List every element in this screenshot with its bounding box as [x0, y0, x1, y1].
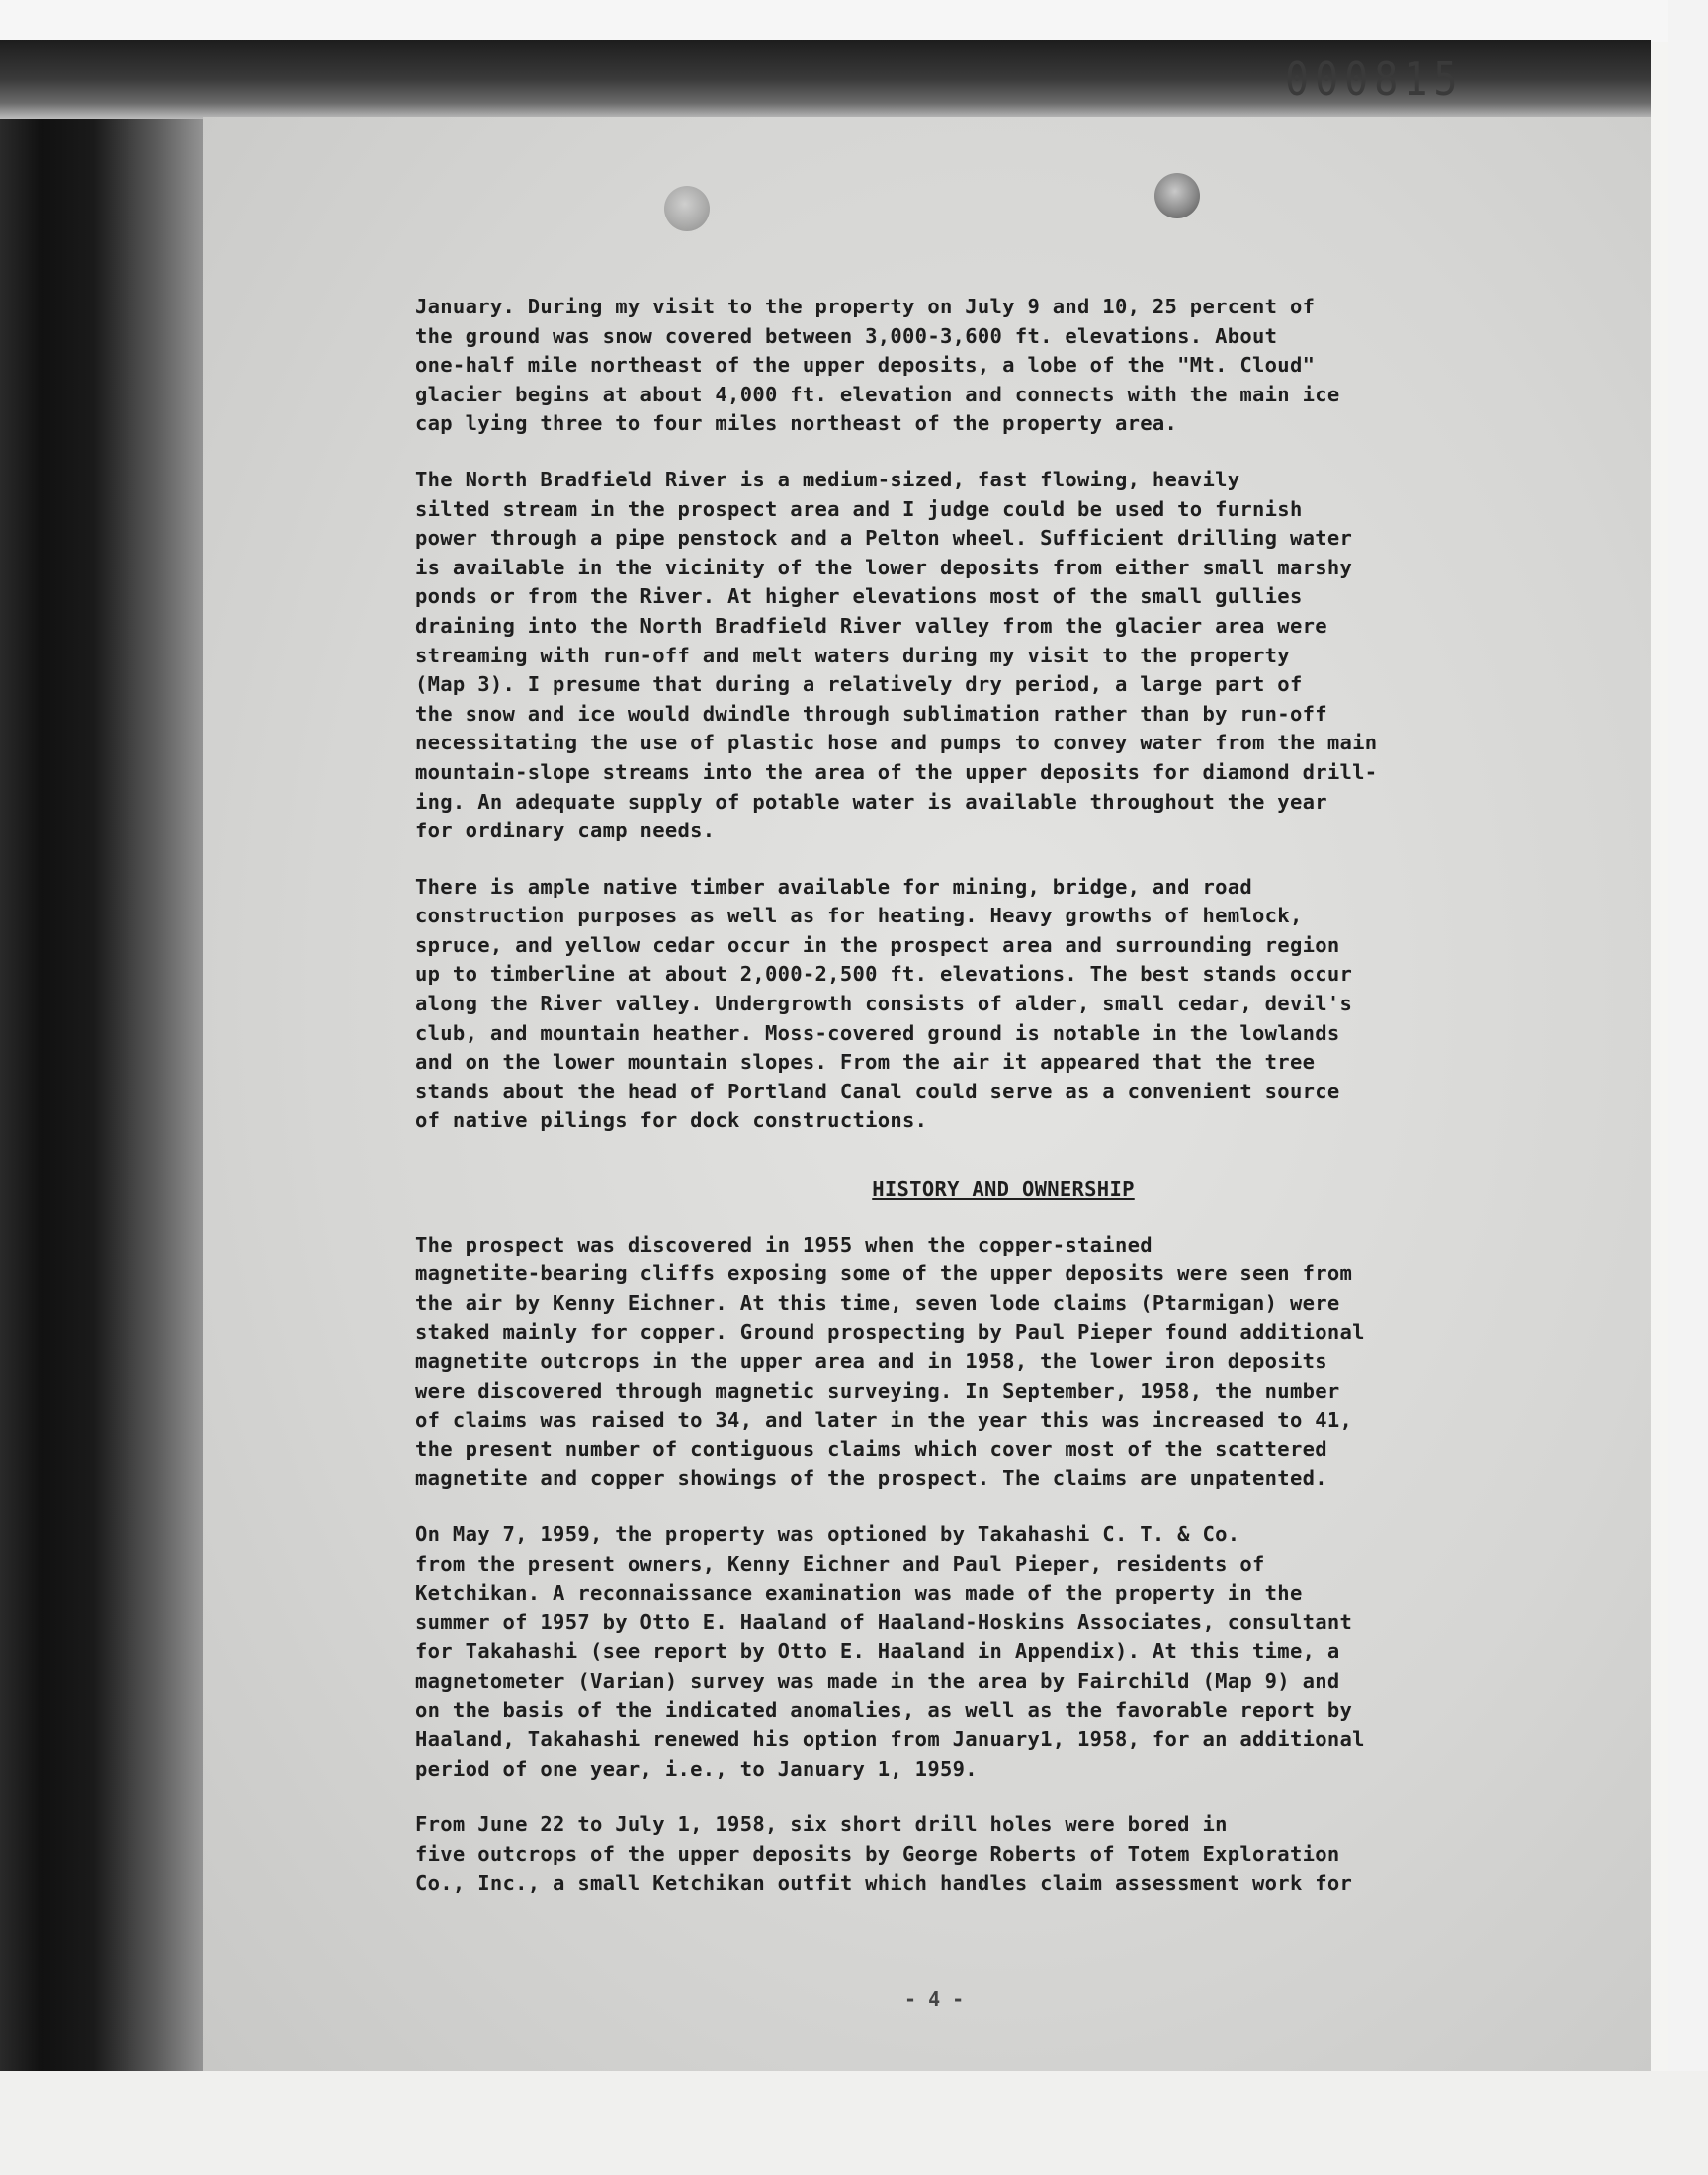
paragraph-water-supply: The North Bradfield River is a medium-sized, fast flowing, heavily silted stream in the prospect area and I judge could be used to furnish power through a pipe penstock and a Pelton wheel. Sufficient drilling water is available in the vicinity of the lower deposits from either small marshy ponds or from the River. At higher elevations most of the small gullies draining into the North Bradfield River valley from the glacier area were streaming with run-off and melt waters during my visit to the property (Map 3). I presume that during a relatively dry period, a large part of the snow and ice would dwindle through sublimation rather than by run-off necessitating the use of plastic hose and pumps to convey water from the main mountain-slope streams into the area of the upper deposits for diamond drill- ing. An adequate supply of potable water is available throughout the year for ordinary camp needs.: [415, 467, 1378, 843]
paragraph-timber: There is ample native timber available for mining, bridge, and road construction purposes as well as for heating. Heavy growths of hemlock, spruce, and yellow cedar occur in the prospect area and surrounding region up to timberline at about 2,000-2,500 ft. elevations. The best stands occur along the River valley. Undergrowth consists of alder, small cedar, devil's club, and mountain heather. Moss-covered ground is notable in the lowlands and on the lower mountain slopes. From the air it appeared that the tree stands about the head of Portland Canal could serve as a convenient source of native pilings for dock constructions.: [415, 874, 1353, 1133]
scan-left-shadow: [0, 40, 208, 2071]
punch-hole-right: [1154, 173, 1200, 218]
paragraph-snow-cover: January. During my visit to the property on July 9 and 10, 25 percent of the ground was snow covered between 3,000-3,600 ft. elevations. About one-half mile northeast of the upper deposits, a lobe of the "Mt. Cloud" glacier begins at about 4,000 ft. elevation and connects with the main ice cap lying three to four miles northeast of the property area.: [415, 295, 1340, 436]
paragraph-option: On May 7, 1959, the property was optioned by Takahashi C. T. & Co. from the present owners, Kenny Eichner and Paul Pieper, residents of Ketchikan. A reconnaissance examination was made of the property in the summer of 1957 by Otto E. Haaland of Haaland-Hoskins Associates, consultant for Takahashi (see report by Otto E. Haaland in Appendix). At this time, a magnetometer (Varian) survey was made in the area by Fairchild (Map 9) and on the basis of the indicated anomalies, as well as the favorable report by Haaland, Takahashi renewed his option from January1, 1958, for an additional period of one year, i.e., to January 1, 1959.: [415, 1522, 1365, 1781]
paragraph-discovery: The prospect was discovered in 1955 when the copper-stained magnetite-bearing cliffs exposing some of the upper deposits were seen from the air by Kenny Eichner. At this time, seven lode claims (Ptarmigan) were staked mainly for copper. Ground prospecting by Paul Pieper found additional magnetite outcrops in the upper area and in 1958, the lower iron deposits were discovered through magnetic surveying. In September, 1958, the number of claims was raised to 34, and later in the year this was increased to 41, the present number of contiguous claims which cover most of the scattered magnetite and copper showings of the prospect. The claims are unpatented.: [415, 1232, 1365, 1491]
scan-right-margin: [1668, 0, 1708, 2175]
body-text: [415, 293, 1562, 1925]
scan-top-margin: [0, 0, 1708, 42]
page-number: - 4 -: [904, 1987, 965, 2011]
punch-hole-left: [664, 186, 710, 231]
section-heading-history: HISTORY AND OWNERSHIP: [872, 1177, 1135, 1202]
document-control-number: 000815: [1285, 53, 1464, 107]
paragraph-drilling: From June 22 to July 1, 1958, six short drill holes were bored in five outcrops of the upper deposits by George Roberts of Totem Exploration Co., Inc., a small Ketchikan outfit which handles claim assessment work for: [415, 1812, 1353, 1895]
scan-bottom-margin: [0, 2071, 1708, 2175]
